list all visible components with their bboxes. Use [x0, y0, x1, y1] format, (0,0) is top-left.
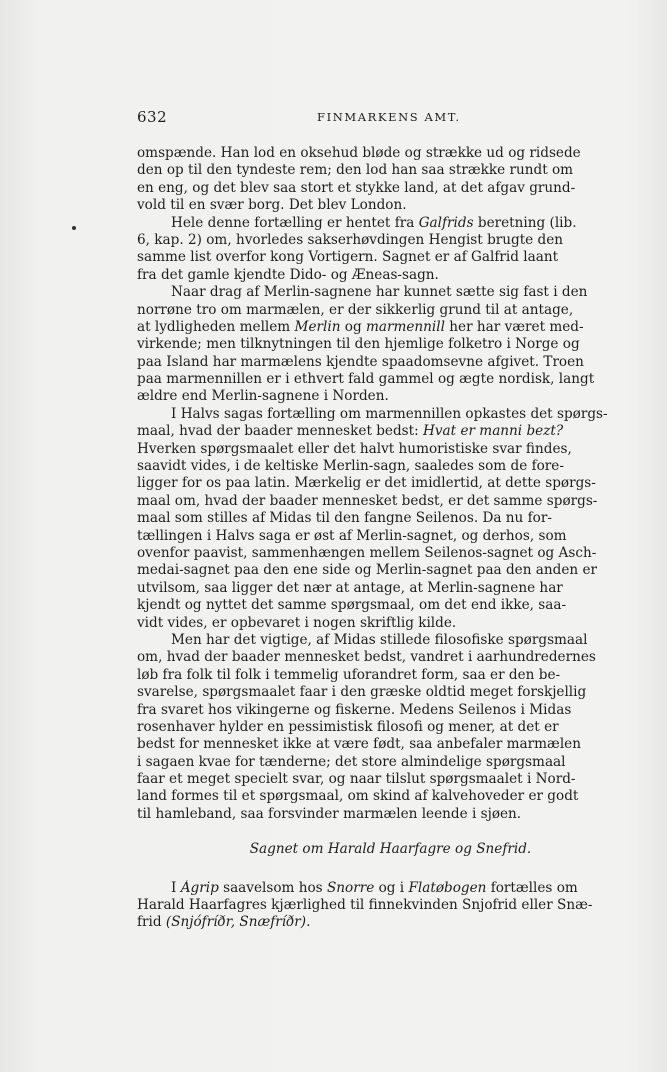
text-span: I — [171, 879, 181, 896]
text-line: tællingen i Halvs saga er øst af Merlin-sagnet, og derhos, som — [137, 527, 567, 544]
text-line: norrøne tro om marmælen, er der sikkerlig grund til at antage, — [137, 301, 574, 318]
text-line: i sagaen kvae for tænderne; det store almindelige spørgsmaal — [137, 753, 566, 770]
text-line: en eng, og det blev saa stort et stykke land, at det afgav grund- — [137, 179, 576, 196]
text-line — [137, 215, 624, 232]
text-line: svarelse, spørgsmaalet faar i den græske oldtid meget forskjellig — [137, 684, 587, 701]
text-span: her har været med- — [444, 318, 584, 335]
page-header — [137, 108, 624, 128]
text-span: frid — [137, 914, 166, 931]
page-number: 632 — [137, 108, 168, 126]
text-line: den op til den tyndeste rem; den lod han saa strække rundt om — [137, 162, 574, 179]
text-line: maal som stilles af Midas til den fangne Seilenos. Da nu for- — [137, 510, 552, 527]
text-line: bedst for mennesket ikke at være født, saa anbefaler marmælen — [137, 736, 581, 753]
text-span: Hele denne fortælling er hentet fra — [171, 214, 419, 231]
text-line: Hverken spørgsmaalet eller det halvt humoristiske svar findes, — [137, 440, 572, 457]
text-line: kjendt og nyttet det samme spørgsmaal, om det end ikke, saa- — [137, 597, 567, 614]
text-line — [137, 914, 624, 931]
text-line: samme list overfor kong Vortigern. Sagnet er af Galfrid laant — [137, 249, 559, 266]
section-heading: Sagnet om Harald Haarfagre og Snefrid. — [249, 841, 532, 858]
text-line: saavidt vides, i de keltiske Merlin-sagn, saaledes som de fore- — [137, 458, 564, 475]
text-line: ligger for os paa latin. Mærkelig er det imidlertid, at dette spørgs- — [137, 475, 596, 492]
text-line — [137, 880, 624, 897]
italic-names: (Snjófríðr, Snæfríðr) — [165, 914, 307, 931]
text-line: maal om, hvad der baader mennesket bedst, er det samme spørgs- — [137, 492, 598, 509]
text-span: saavelsom hos — [218, 879, 327, 896]
text-span: . — [306, 914, 311, 931]
text-line: Harald Haarfagres kjærlighed til finnekvinden Snjofrid eller Snæ- — [137, 897, 593, 914]
text-line: til hamleband, saa forsvinder marmælen leende i sjøen. — [137, 805, 522, 822]
italic-title: Galfrids — [418, 214, 474, 231]
text-line: vidt vides, er opbevaret i nogen skriftlig kilde. — [137, 614, 457, 631]
italic-word: marmennill — [365, 318, 445, 335]
text-line: paa marmennillen er i ethvert fald gammel og ægte nordisk, langt — [137, 371, 595, 388]
text-line: medai-sagnet paa den ene side og Merlin-sagnet paa den anden er — [137, 562, 598, 579]
text-line: fra det gamle kjendte Dido- og Æneas-sagn. — [137, 266, 439, 283]
text-span: og i — [374, 879, 409, 896]
text-line: omspænde. Han lod en oksehud bløde og strække ud og ridsede — [137, 145, 581, 161]
text-line: ovenfor paavist, sammenhængen mellem Seilenos-sagnet og Asch- — [137, 544, 597, 561]
text-line — [137, 319, 624, 336]
italic-quote: Hvat er manni bezt? — [423, 423, 564, 440]
text-line: ældre end Merlin-sagnene i Norden. — [137, 388, 389, 405]
text-line: Men har det vigtige, af Midas stillede filosofiske spørgsmaal — [171, 631, 588, 648]
text-line: faar et meget specielt svar, og naar tilslut spørgsmaalet i Nord- — [137, 771, 576, 788]
text-line: vold til en svær borg. Det blev London. — [137, 197, 407, 214]
text-span: beretning (lib. — [473, 214, 577, 231]
text-line: om, hvad der baader mennesket bedst, vandret i aarhundredernes — [137, 649, 596, 666]
text-line: land formes til et spørgsmaal, om skind af kalvehoveder er godt — [137, 788, 579, 805]
italic-title: Flatøbogen — [408, 879, 487, 896]
text-span: fortælles om — [486, 879, 578, 896]
text-span: og — [340, 318, 366, 335]
text-line: paa Island har marmælens kjendte spaadomsevne afgivet. Troen — [137, 353, 584, 370]
text-span: maal, hvad der baader mennesket bedst: — [137, 423, 424, 440]
text-line: virkende; men tilknytningen til den hjemlige folketro i Norge og — [137, 336, 580, 353]
text-line: 6, kap. 2) om, hvorledes sakserhøvdingen Hengist brugte den — [137, 231, 564, 248]
text-line: Naar drag af Merlin-sagnene har kunnet sætte sig fast i den — [171, 284, 588, 301]
running-title: FINMARKENS AMT. — [317, 110, 461, 124]
text-body — [137, 145, 624, 932]
text-line: løb fra folk til folk i temmelig uforandret form, saa er den be- — [137, 666, 561, 683]
margin-dot — [72, 226, 76, 230]
text-line — [137, 423, 624, 440]
text-line: utvilsom, saa ligger det nær at antage, at Merlin-sagnene har — [137, 579, 563, 596]
text-line: rosenhaver hylder en pessimistisk filosofi og mener, at det er — [137, 718, 559, 735]
text-span: at lydligheden mellem — [137, 318, 295, 335]
italic-word: Merlin — [294, 318, 341, 335]
text-line: I Halvs sagas fortælling om marmennillen opkastes det spørgs- — [171, 405, 608, 422]
text-line: fra svaret hos vikingerne og fiskerne. Medens Seilenos i Midas — [137, 701, 572, 718]
italic-title: Ágrip — [180, 879, 219, 896]
italic-title: Snorre — [326, 879, 375, 896]
